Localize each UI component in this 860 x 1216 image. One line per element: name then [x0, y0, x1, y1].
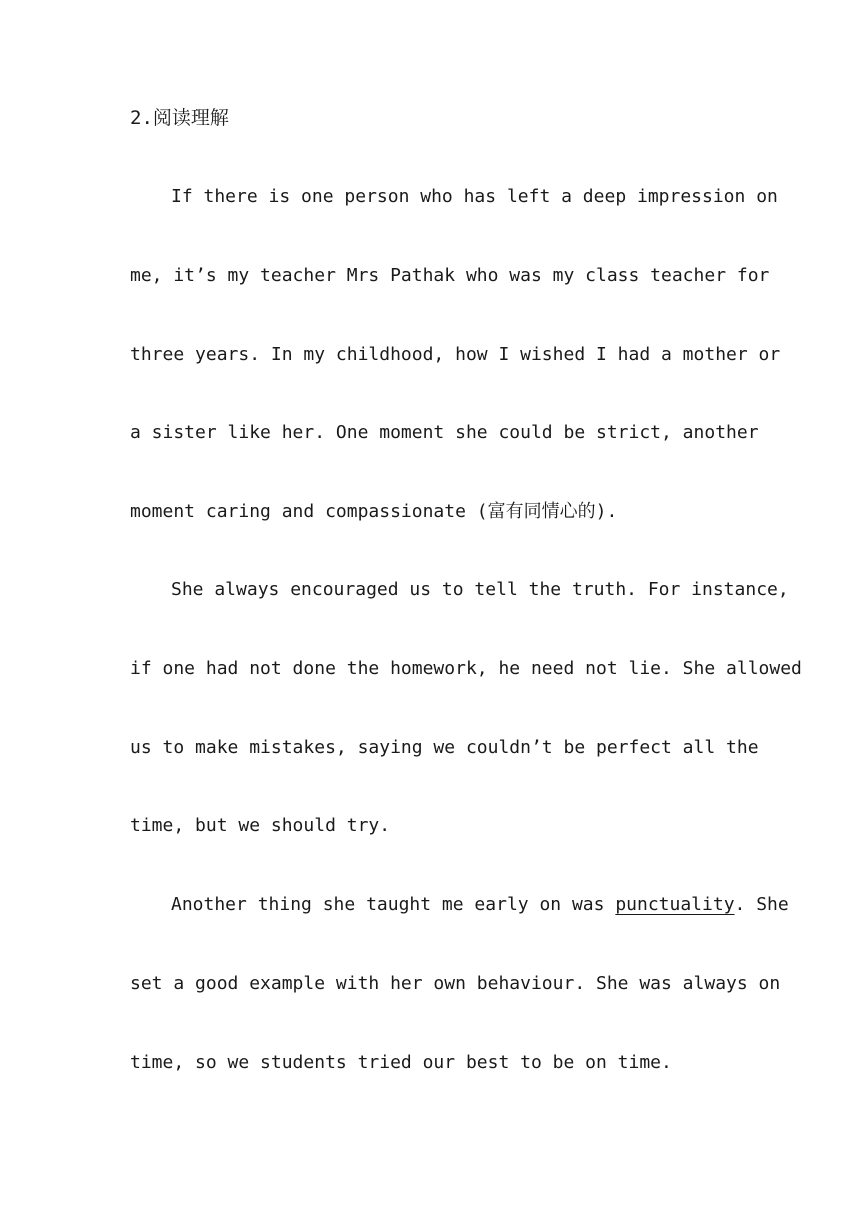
paragraph-line: moment caring and compassionate (富有同情心的).: [130, 501, 618, 522]
paragraph-line: set a good example with her own behaviour. She was always on: [130, 973, 781, 994]
line-text: . She: [734, 894, 789, 915]
paragraph-line: [171, 890, 789, 920]
paragraph-line: She always encouraged us to tell the truth. For instance,: [171, 579, 789, 600]
paragraph-line: three years. In my childhood, how I wished I had a mother or: [130, 344, 781, 365]
underlined-word: punctuality: [615, 894, 735, 915]
paragraph-line: us to make mistakes, saying we couldn’t be perfect all the: [130, 737, 759, 758]
paragraph-line: a sister like her. One moment she could be strict, another: [130, 422, 759, 443]
paragraph-line: time, but we should try.: [130, 815, 391, 836]
paragraph-line: if one had not done the homework, he need not lie. She allowed: [130, 658, 802, 679]
line-text: Another thing she taught me early on was: [171, 894, 616, 915]
section-heading: 2.阅读理解: [130, 107, 229, 129]
paragraph-line: If there is one person who has left a deep impression on: [171, 186, 778, 207]
paragraph-line: me, it’s my teacher Mrs Pathak who was my class teacher for: [130, 265, 770, 286]
paragraph-line: time, so we students tried our best to be on time.: [130, 1052, 672, 1073]
